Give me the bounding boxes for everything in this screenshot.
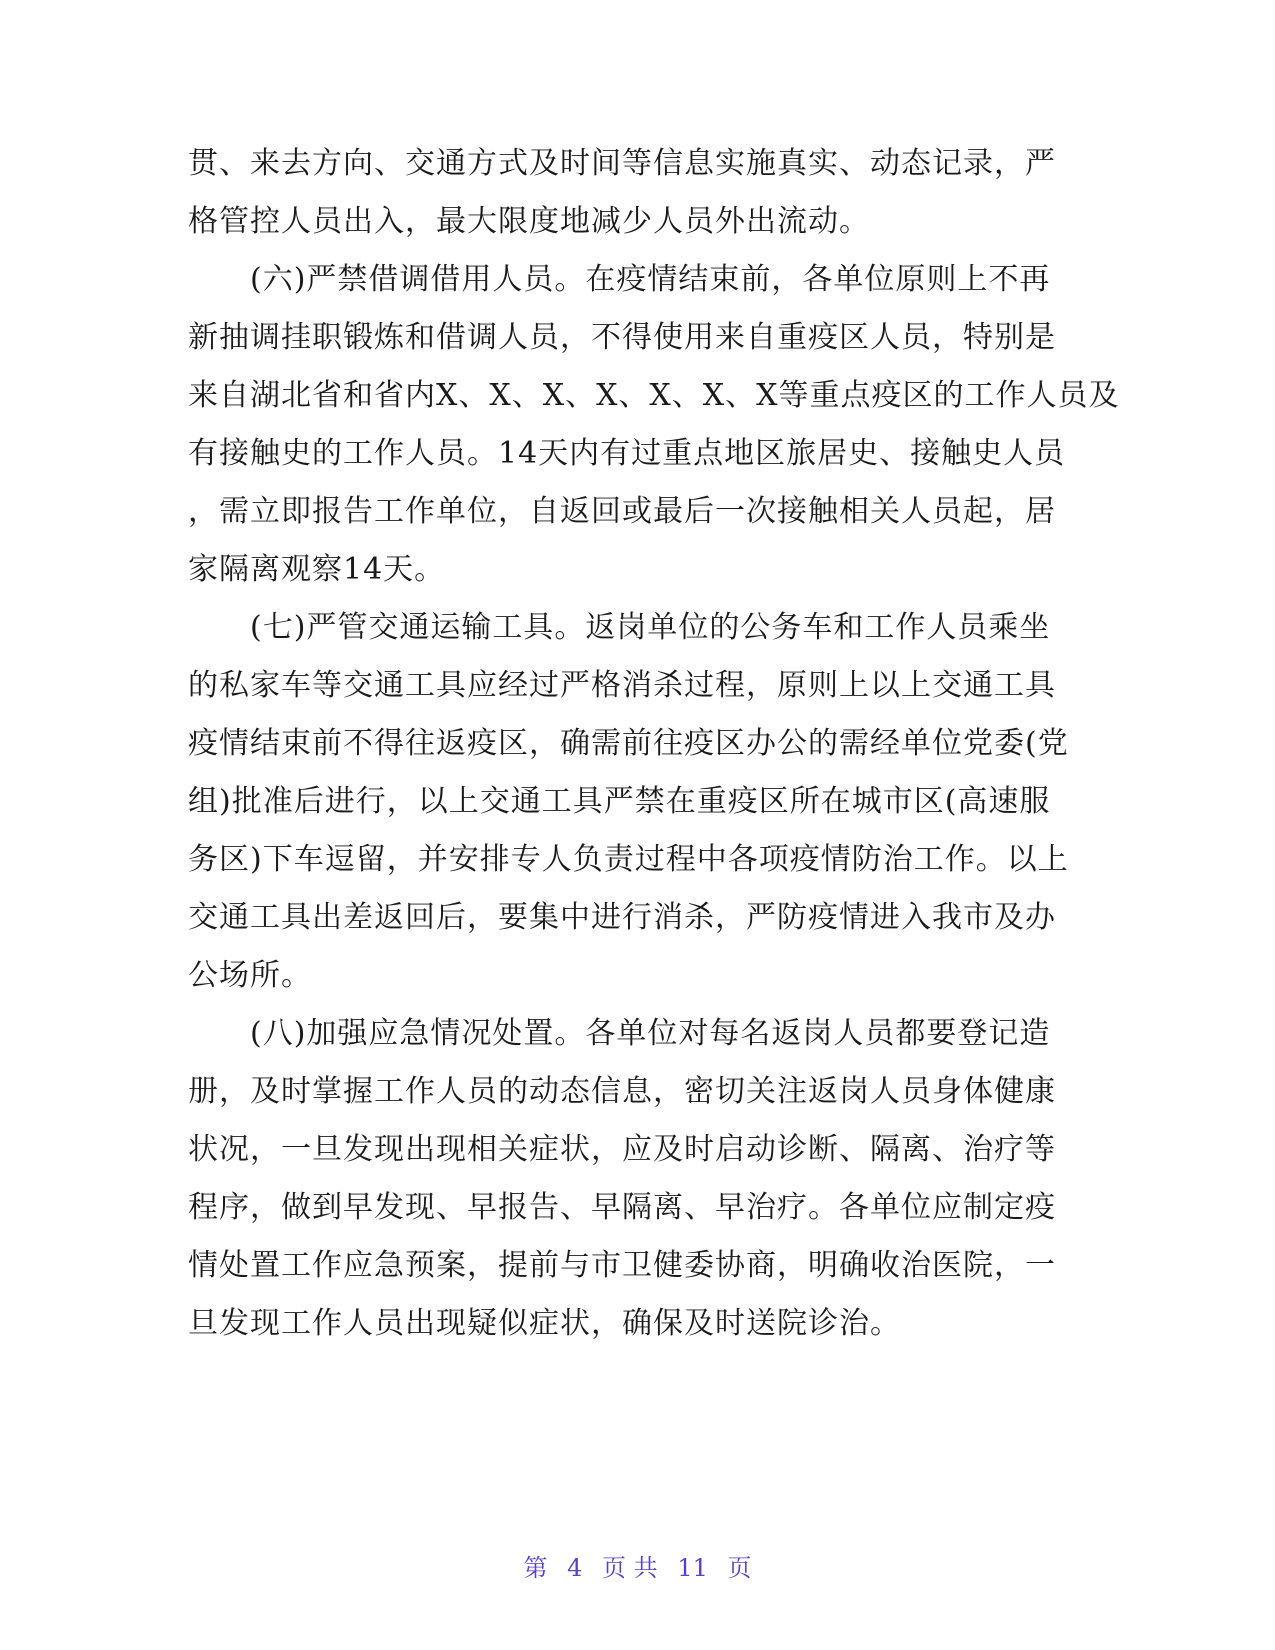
page-total: 11	[677, 1554, 708, 1582]
text-line: ，需立即报告工作单位，自返回或最后一次接触相关人员起，居	[188, 494, 1056, 529]
page-number: 4	[567, 1554, 583, 1582]
text-line: 贯、来去方向、交通方式及时间等信息实施真实、动态记录，严	[188, 146, 1056, 181]
text-line: 情处置工作应急预案，提前与市卫健委协商，明确收治医院，一	[188, 1248, 1056, 1283]
text-line: 务区)下车逗留，并安排专人负责过程中各项疫情防治工作。以上	[188, 842, 1069, 877]
page-suffix: 页	[727, 1554, 752, 1582]
text-line: 家隔离观察14天。	[188, 552, 446, 587]
paragraph-start: (八)加强应急情况处置。各单位对每名返岗人员都要登记造	[250, 1016, 1051, 1051]
text-line: 状况，一旦发现出现相关症状，应及时启动诊断、隔离、治疗等	[188, 1132, 1056, 1167]
text-line: 疫情结束前不得往返疫区，确需前往疫区办公的需经单位党委(党	[188, 726, 1069, 761]
text-line: 交通工具出差返回后，要集中进行消杀，严防疫情进入我市及办	[188, 900, 1056, 935]
text-line: 册，及时掌握工作人员的动态信息，密切关注返岗人员身体健康	[188, 1074, 1056, 1109]
page-middle: 页 共	[602, 1554, 658, 1582]
page-footer	[0, 1548, 1275, 1583]
text-line: 格管控人员出入，最大限度地减少人员外出流动。	[188, 204, 870, 239]
text-line: 组)批准后进行，以上交通工具严禁在重疫区所在城市区(高速服	[188, 784, 1051, 819]
paragraph-start: (六)严禁借调借用人员。在疫情结束前，各单位原则上不再	[250, 262, 1051, 297]
text-line: 旦发现工作人员出现疑似症状，确保及时送院诊治。	[188, 1306, 901, 1341]
paragraph-start: (七)严管交通运输工具。返岗单位的公务车和工作人员乘坐	[250, 610, 1051, 645]
text-line: 有接触史的工作人员。14天内有过重点地区旅居史、接触史人员	[188, 436, 1066, 471]
text-line: 来自湖北省和省内X、X、X、X、X、X、X等重点疫区的工作人员及	[188, 378, 1120, 413]
page-prefix: 第	[523, 1554, 548, 1582]
text-line: 新抽调挂职锻炼和借调人员，不得使用来自重疫区人员，特别是	[188, 320, 1056, 355]
text-line: 的私家车等交通工具应经过严格消杀过程，原则上以上交通工具	[188, 668, 1056, 703]
text-line: 程序，做到早发现、早报告、早隔离、早治疗。各单位应制定疫	[188, 1190, 1056, 1225]
text-line: 公场所。	[188, 958, 312, 993]
